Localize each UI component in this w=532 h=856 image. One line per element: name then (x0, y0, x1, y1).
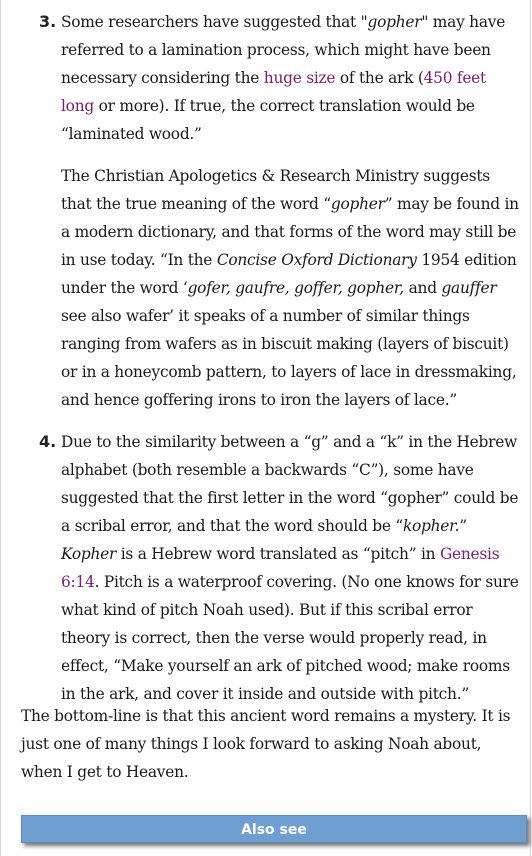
list-number: 4. (39, 432, 57, 451)
genesis-6-14-link[interactable]: Genesis 6:14 (61, 545, 500, 591)
huge-size-link[interactable]: huge size (263, 69, 336, 87)
numbered-list (1, 8, 532, 708)
list-item-4 (1, 428, 532, 708)
conclusion-paragraph: The bottom-line is that this ancient word remains a mystery. It is just one of many things I look forward to asking Noah about, when I get to Heaven. (21, 707, 511, 781)
list-item-3 (1, 8, 532, 414)
list-number: 3. (39, 12, 57, 31)
paragraph-dictionary: The Christian Apologetics & Research Ministry suggests that the true meaning of the word “gopher” may be found in a modern dictionary, and that forms of the word may still be in use today. “In the Concise Oxford Dictionary 1954 edition under the word ‘gofer, gaufre, goffer, gopher, and gauffer see also wafer’ it speaks of a number of similar things ranging from wafers as in biscuit making (layers of biscuit) or in a honeycomb pattern, to layers of lace in dressmaking, and hence goffering irons to iron the layers of lace.” (61, 167, 519, 409)
450-feet-long-link[interactable]: 450 feet long (61, 69, 486, 115)
also-see-button[interactable]: Also see (21, 815, 527, 843)
paragraph-scribal-error: Due to the similarity between a “g” and a “k” in the Hebrew alphabet (both resemble a backwards “C”), some have suggested that the first letter in the word “gopher” could be a scribal error, and that the word should be “kopher.” Kopher is a Hebrew word translated as “pitch” in Genesis 6:14. Pitch is a waterproof covering. (No one knows for sure what kind of pitch Noah used). But if this scribal error theory is correct, then the verse would properly read, in effect, “Make yourself an ark of pitched wood; make rooms in the ark, and cover it inside and outside with pitch.” (61, 433, 519, 703)
paragraph-lamination: Some researchers have suggested that "gopher" may have referred to a lamination process, which might have been necessary considering the huge size of the ark (450 feet long or more). If true, the correct translation would be “laminated wood.” (61, 13, 506, 143)
